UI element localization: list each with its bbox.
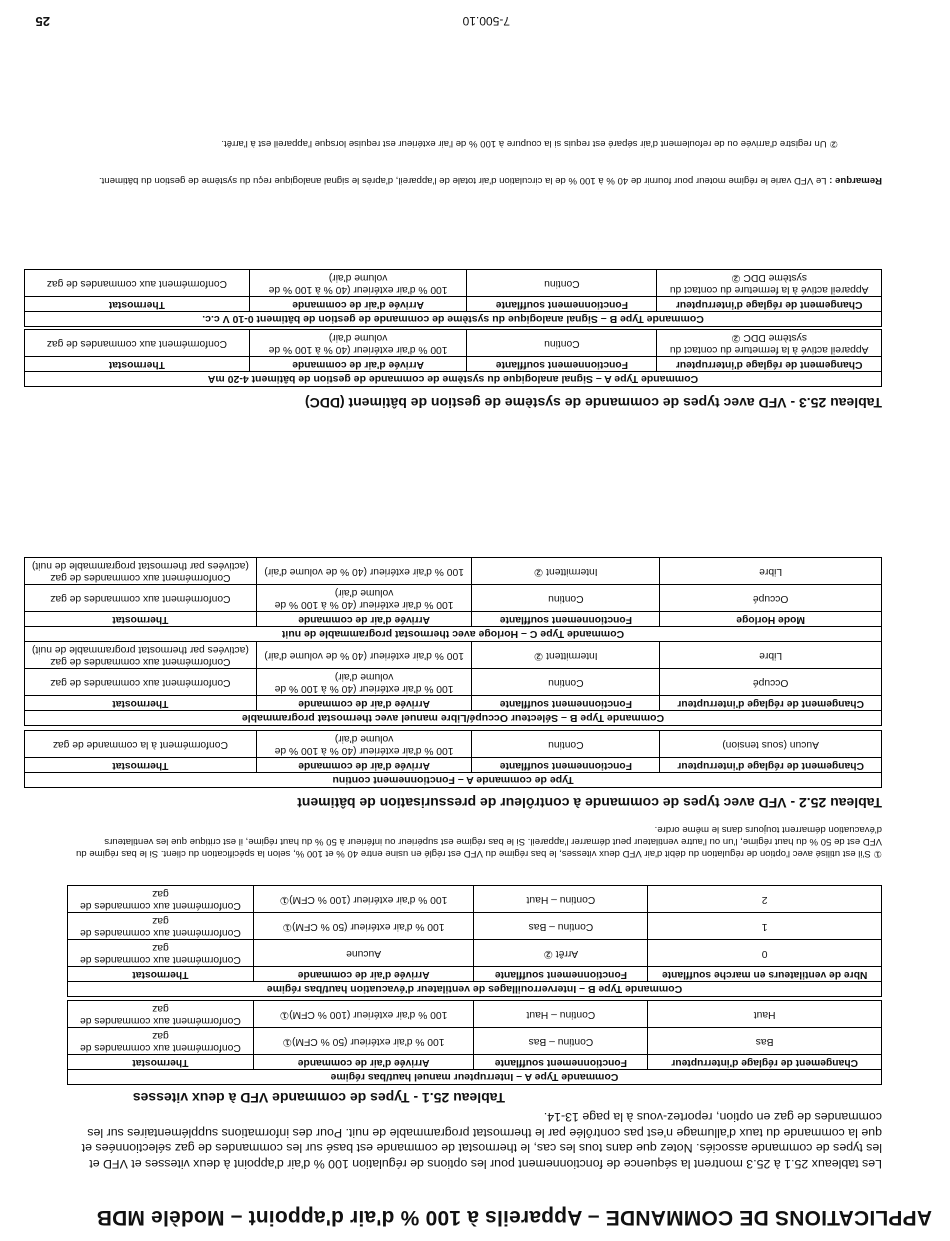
table-cell: Continu – Haut	[474, 886, 648, 913]
column-header: Arrivée d'air de commande	[256, 758, 472, 773]
column-header: Thermostat	[25, 758, 257, 773]
table-row	[68, 886, 882, 913]
table-cell: Conformément aux commandes de gaz	[25, 330, 250, 357]
table-25-3-caption: Tableau 25.3 - VFD avec types de commande de système de gestion de bâtiment (DDC)	[304, 395, 882, 411]
table-cell: Continu	[472, 731, 660, 758]
table-band: Type de commande A – Fonctionnement continu	[25, 773, 882, 788]
table-cell: Conformément aux commandes de gaz	[68, 940, 254, 967]
table-cell: 1	[648, 913, 882, 940]
table-cell: Haut	[648, 1001, 882, 1028]
table-cell: 100 % d'air extérieur (40 % de volume d'air)	[256, 642, 472, 669]
table-cell: 0	[648, 940, 882, 967]
table-cell: 100 % d'air extérieur (40 % de volume d'air)	[256, 558, 472, 585]
table-cell: 100 % d'air extérieur (100 % CFM)①	[253, 886, 474, 913]
column-header: Thermostat	[68, 967, 254, 982]
table-cell: 100 % d'air extérieur (40 % à 100 % de volume d'air)	[256, 669, 472, 696]
column-header: Changement de réglage d'interrupteur	[648, 1055, 882, 1070]
table-cell: Libre	[660, 642, 882, 669]
table-band: Commande Type A – Interrupteur manuel haut/bas régime	[68, 1070, 882, 1085]
table-row	[25, 731, 882, 758]
page-title: APPLICATIONS DE COMMANDE – Appareils à 100 % d'air d'appoint – Modèle MDB	[96, 1206, 932, 1229]
column-header: Fonctionnement soufflante	[467, 297, 657, 312]
column-header: Fonctionnement soufflante	[472, 758, 660, 773]
table-cell: Aucun (sous tension)	[660, 731, 882, 758]
table-25-1-caption: Tableau 25.1 - Types de commande VFD à deux vitesses	[132, 1090, 505, 1106]
table-row	[68, 913, 882, 940]
column-header: Fonctionnement soufflante	[467, 357, 657, 372]
column-header: Thermostat	[25, 696, 257, 711]
column-header: Fonctionnement soufflante	[474, 1055, 648, 1070]
table-band: Commande Type C – Horloge avec thermostat programmable de nuit	[25, 627, 882, 642]
table-cell: Continu – Bas	[474, 1028, 648, 1055]
table-row	[25, 330, 882, 357]
column-header: Mode Horloge	[660, 612, 882, 627]
table-row	[25, 642, 882, 669]
table-cell: Conformément aux commandes de gaz (activées par thermostat programmable de nuit)	[25, 642, 257, 669]
column-header: Arrivée d'air de commande	[249, 357, 467, 372]
table-row	[25, 270, 882, 297]
table-cell: Libre	[660, 558, 882, 585]
table-25-1-type-a	[67, 1000, 882, 1085]
column-header: Thermostat	[68, 1055, 254, 1070]
column-header: Nbre de ventilateurs en marche soufflante	[648, 967, 882, 982]
column-header: Changement de réglage d'interrupteur	[657, 297, 882, 312]
table-cell: Continu	[467, 330, 657, 357]
table-cell: Continu	[472, 669, 660, 696]
column-header: Thermostat	[25, 612, 257, 627]
table-cell: Intermittent ②	[472, 558, 660, 585]
table-cell: 100 % d'air extérieur (40 % à 100 % de volume d'air)	[249, 330, 467, 357]
column-header: Arrivée d'air de commande	[256, 696, 472, 711]
table-cell: Conformément aux commandes de gaz	[25, 669, 257, 696]
table-cell: Conformément aux commandes de gaz	[68, 1001, 254, 1028]
table-cell: 100 % d'air extérieur (100 % CFM)①	[253, 1001, 474, 1028]
column-header: Changement de réglage d'interrupteur	[657, 357, 882, 372]
table-band: Commande Type B – Interverrouillages de ventilateur d'évacuation haut/bas régime	[68, 982, 882, 997]
table-row	[68, 1028, 882, 1055]
table-row	[25, 585, 882, 612]
table-cell: 2	[648, 886, 882, 913]
table-cell: Conformément aux commandes de gaz	[68, 886, 254, 913]
column-header: Thermostat	[25, 357, 250, 372]
table-cell: Conformément aux commandes de gaz	[25, 585, 257, 612]
table-cell: Continu	[472, 585, 660, 612]
table-gap	[25, 327, 882, 330]
footnote-2: ② Un registre d'arrivée ou de refoulement d'air séparé est requis si la coupure à 100 % de l'air extérieur est requise lorsque l'appareil est à l'arrêt.	[221, 138, 838, 149]
table-cell: 100 % d'air extérieur (40 % à 100 % de volume d'air)	[256, 731, 472, 758]
intro-paragraph: Les tableaux 25.1 à 25.3 montrent la séquence de fonctionnement pour les options de régulation 100 % d'air d'appoint à deux vitesses et VFD et les types de commande associés. Notez que dans tous les cas, le thermostat de commande est basé sur les commandes de gaz sélectionnées et que la commande du taux d'allumage n'est pas contrôlée par le thermostat programmable de nuit. Pour des informations supplémentaires sur les commandes de gaz en option, reportez-vous à la page 13-14.	[81, 1110, 882, 1171]
table-row	[68, 1001, 882, 1028]
table-cell: Conformément aux commandes de gaz (activées par thermostat programmable de nuit)	[25, 558, 257, 585]
remark-text: Le VFD varie le régime moteur pour fournir de 40 % à 100 % de la circulation d'air totale de l'appareil, d'après le signal analogique reçu du système de gestion du bâtiment.	[98, 175, 827, 186]
table-cell: 100 % d'air extérieur (50 % CFM)①	[253, 913, 474, 940]
table-row	[25, 669, 882, 696]
table-band: Commande Type B – Signal analogique du système de commande de gestion de bâtiment 0-10 V c.c.	[25, 312, 882, 327]
column-header: Changement de réglage d'interrupteur	[660, 696, 882, 711]
table-cell: Conformément aux commandes de gaz	[25, 270, 250, 297]
table-cell: Intermittent ②	[472, 642, 660, 669]
table-cell: Arrêt ②	[474, 940, 648, 967]
table-25-2-caption: Tableau 25.2 - VFD avec types de commande à contrôleur de pressurisation de bâtiment	[297, 795, 882, 811]
table-25-1-type-b	[67, 885, 882, 997]
column-header: Arrivée d'air de commande	[253, 1055, 474, 1070]
table-row	[25, 558, 882, 585]
table-cell: Conformément aux commandes de gaz	[68, 1028, 254, 1055]
document-number: 7-500.10	[462, 14, 510, 28]
table-cell: Aucune	[253, 940, 474, 967]
table-cell: 100 % d'air extérieur (50 % CFM)①	[253, 1028, 474, 1055]
table-cell: Occupé	[660, 669, 882, 696]
table-cell: Conformément à la commande de gaz	[25, 731, 257, 758]
table-cell: 100 % d'air extérieur (40 % à 100 % de volume d'air)	[249, 270, 467, 297]
table-25-2	[24, 557, 882, 788]
column-header: Thermostat	[25, 297, 250, 312]
column-header: Changement de réglage d'interrupteur	[660, 758, 882, 773]
column-header: Fonctionnement soufflante	[472, 612, 660, 627]
table-gap	[25, 726, 882, 731]
table-cell: Conformément aux commandes de gaz	[68, 913, 254, 940]
table-cell: Bas	[648, 1028, 882, 1055]
table-cell: 100 % d'air extérieur (40 % à 100 % de volume d'air)	[256, 585, 472, 612]
table-cell: Continu – Bas	[474, 913, 648, 940]
table-cell: Continu – Haut	[474, 1001, 648, 1028]
table-row	[68, 940, 882, 967]
table-band: Commande Type B – Sélecteur Occupé/Libre manuel avec thermostat programmable	[25, 711, 882, 726]
column-header: Arrivée d'air de commande	[256, 612, 472, 627]
column-header: Arrivée d'air de commande	[249, 297, 467, 312]
remark-label: Remarque :	[829, 175, 882, 186]
table-band: Commande Type A – Signal analogique du système de commande de gestion de bâtiment 4-20 mA	[25, 372, 882, 387]
page-number: 25	[35, 14, 50, 29]
table-cell: Appareil activé à la fermeture du contact du système DDC ②	[657, 270, 882, 297]
remark-note	[72, 174, 882, 187]
table-cell: Appareil activé à la fermeture du contact du système DDC ②	[657, 330, 882, 357]
table-25-1-footnote: ① S'il est utilisé avec l'option de régulation du débit d'air VFD deux vitesses, le bas régime du VFD est réglé en usine entre 40 % et 100 %, selon la spécification du client. Si le bas régime du VFD est de 50 % du haut régime, l'un ou l'autre ventilateur peut démarrer l'appareil. Si le bas régime est supérieur ou inférieur à 50 % du haut régime, il est critique que les ventilateurs d'évacuation démarrent toujours dans le même ordre.	[75, 824, 882, 859]
table-cell: Occupé	[660, 585, 882, 612]
column-header: Fonctionnement soufflante	[474, 967, 648, 982]
column-header: Arrivée d'air de commande	[253, 967, 474, 982]
column-header: Fonctionnement soufflante	[472, 696, 660, 711]
table-25-3	[24, 269, 882, 387]
table-cell: Continu	[467, 270, 657, 297]
